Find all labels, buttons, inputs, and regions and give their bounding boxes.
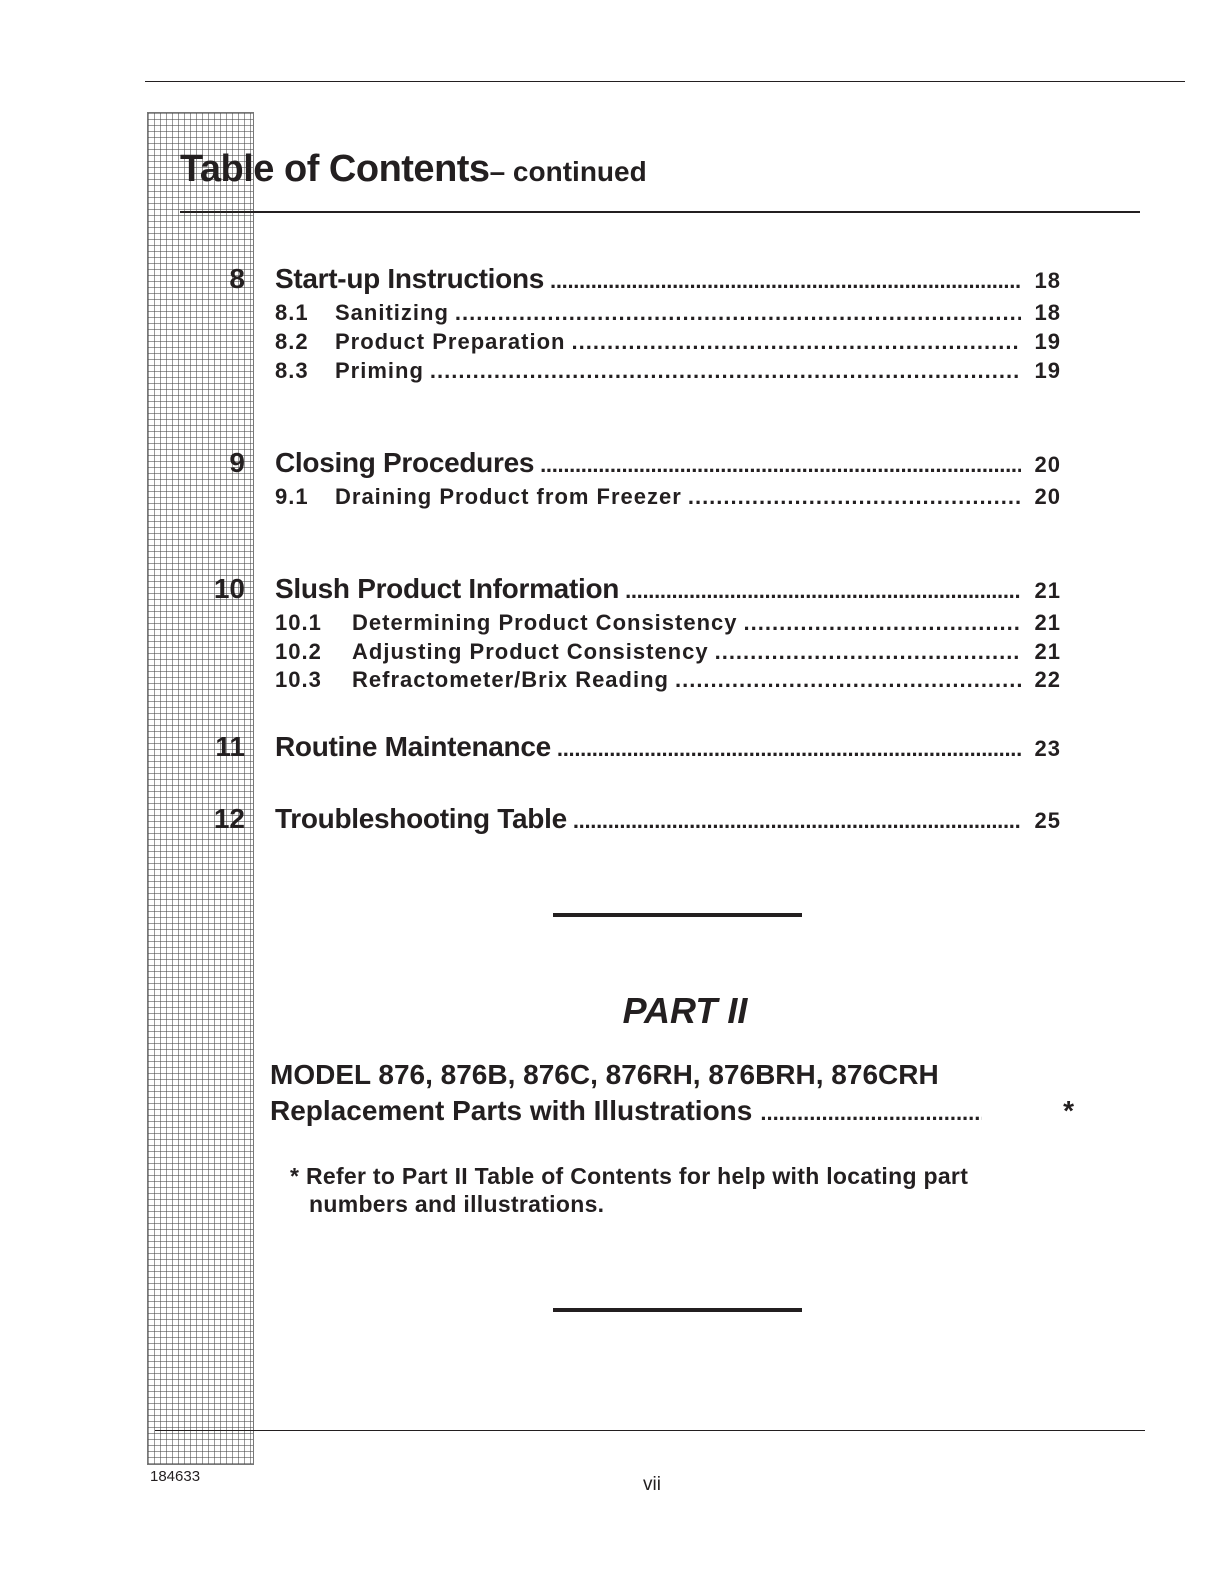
- toc-subentry-title: Adjusting Product Consistency: [352, 639, 709, 664]
- leader-dots: [571, 329, 1021, 355]
- leader-dots: [455, 300, 1021, 326]
- replacement-parts-label: Replacement Parts with Illustrations: [270, 1095, 753, 1126]
- leader-dots: [540, 452, 1021, 478]
- toc-subentry-title: Determining Product Consistency: [352, 610, 738, 635]
- document-number: 184633: [150, 1468, 201, 1485]
- top-rule: [145, 81, 1185, 82]
- toc-subentry-page: 18: [1034, 300, 1061, 325]
- leader-dots: [430, 358, 1021, 384]
- toc-entry-title: Slush Product Information: [275, 573, 620, 604]
- leader-dots: [715, 639, 1021, 665]
- divider-lower: [553, 1308, 802, 1312]
- toc-entry-page: 23: [1034, 736, 1061, 761]
- toc-subentry-number: 10.2: [275, 639, 322, 664]
- toc-entry-page: 20: [1034, 452, 1061, 477]
- toc-subentry-adjusting[interactable]: [275, 639, 1061, 667]
- toc-subentry-product-preparation[interactable]: [275, 329, 1061, 357]
- model-line: MODEL 876, 876B, 876C, 876RH, 876BRH, 876CRH: [270, 1059, 939, 1090]
- toc-subentry-title: Draining Product from Freezer: [335, 484, 682, 509]
- page-number: vii: [643, 1474, 661, 1495]
- section-number-11: 11: [215, 731, 245, 762]
- section-number-10: 10: [213, 573, 245, 604]
- toc-subentry-number: 8.1: [275, 300, 309, 325]
- leader-dots: [760, 1100, 982, 1126]
- toc-entry-closing[interactable]: [275, 447, 1061, 479]
- leader-dots: [625, 578, 1021, 604]
- toc-entry-troubleshooting[interactable]: [275, 803, 1061, 835]
- note-line-2: numbers and illustrations.: [309, 1191, 605, 1217]
- toc-entry-title: Routine Maintenance: [275, 731, 551, 762]
- toc-subentry-priming[interactable]: [275, 358, 1061, 386]
- toc-subentry-title: Priming: [335, 358, 424, 383]
- leader-dots: [550, 268, 1021, 294]
- toc-subentry-number: 8.2: [275, 329, 309, 354]
- toc-subentry-draining[interactable]: [275, 484, 1061, 512]
- part-two-note: [290, 1162, 1110, 1218]
- leader-dots: [688, 484, 1021, 510]
- title-main: Table of Contents: [180, 148, 490, 190]
- toc-subentry-title: Sanitizing: [335, 300, 449, 325]
- toc-entry-title: Start-up Instructions: [275, 263, 545, 294]
- toc-subentry-number: 8.3: [275, 358, 309, 383]
- toc-subentry-title: Product Preparation: [335, 329, 566, 354]
- divider-upper: [553, 913, 802, 917]
- toc-subentry-number: 10.3: [275, 667, 322, 692]
- toc-subentry-number: 9.1: [275, 484, 309, 509]
- toc-entry-title: Closing Procedures: [275, 447, 535, 478]
- title-rule: [180, 211, 1140, 213]
- toc-subentry-page: 19: [1034, 358, 1061, 383]
- toc-entry-slush[interactable]: [275, 573, 1061, 605]
- title-subtitle: – continued: [489, 156, 647, 187]
- toc-subentry-title: Refractometer/Brix Reading: [352, 667, 669, 692]
- page-title: [180, 148, 647, 191]
- toc-entry-startup[interactable]: [275, 263, 1061, 295]
- leader-dots: [675, 667, 1021, 693]
- section-number-12: 12: [213, 803, 245, 834]
- toc-subentry-sanitizing[interactable]: [275, 300, 1061, 328]
- grid-margin-strip: [147, 112, 254, 1465]
- leader-dots: [744, 610, 1021, 636]
- section-number-8: 8: [229, 263, 245, 294]
- toc-subentry-page: 21: [1034, 610, 1061, 635]
- toc-subentry-determining[interactable]: [275, 610, 1061, 638]
- toc-subentry-page: 22: [1034, 667, 1061, 692]
- toc-entry-page: 25: [1034, 808, 1061, 833]
- toc-subentry-page: 21: [1034, 639, 1061, 664]
- toc-entry-maintenance[interactable]: [275, 731, 1061, 763]
- toc-subentry-number: 10.1: [275, 610, 322, 635]
- note-line-1: * Refer to Part II Table of Contents for help with locating part: [290, 1163, 969, 1189]
- toc-subentry-refractometer[interactable]: [275, 667, 1061, 695]
- toc-entry-page: 21: [1034, 578, 1061, 603]
- toc-entry-page: 18: [1034, 268, 1061, 293]
- leader-dots: [557, 736, 1021, 762]
- replacement-parts-page: *: [1063, 1095, 1074, 1126]
- toc-subentry-page: 19: [1034, 329, 1061, 354]
- section-number-9: 9: [229, 447, 245, 478]
- bottom-rule: [155, 1430, 1145, 1431]
- toc-subentry-page: 20: [1034, 484, 1061, 509]
- toc-entry-replacement-parts[interactable]: [270, 1095, 1080, 1127]
- toc-entry-title: Troubleshooting Table: [275, 803, 567, 834]
- part-two-title: PART II: [622, 990, 748, 1031]
- leader-dots: [573, 808, 1021, 834]
